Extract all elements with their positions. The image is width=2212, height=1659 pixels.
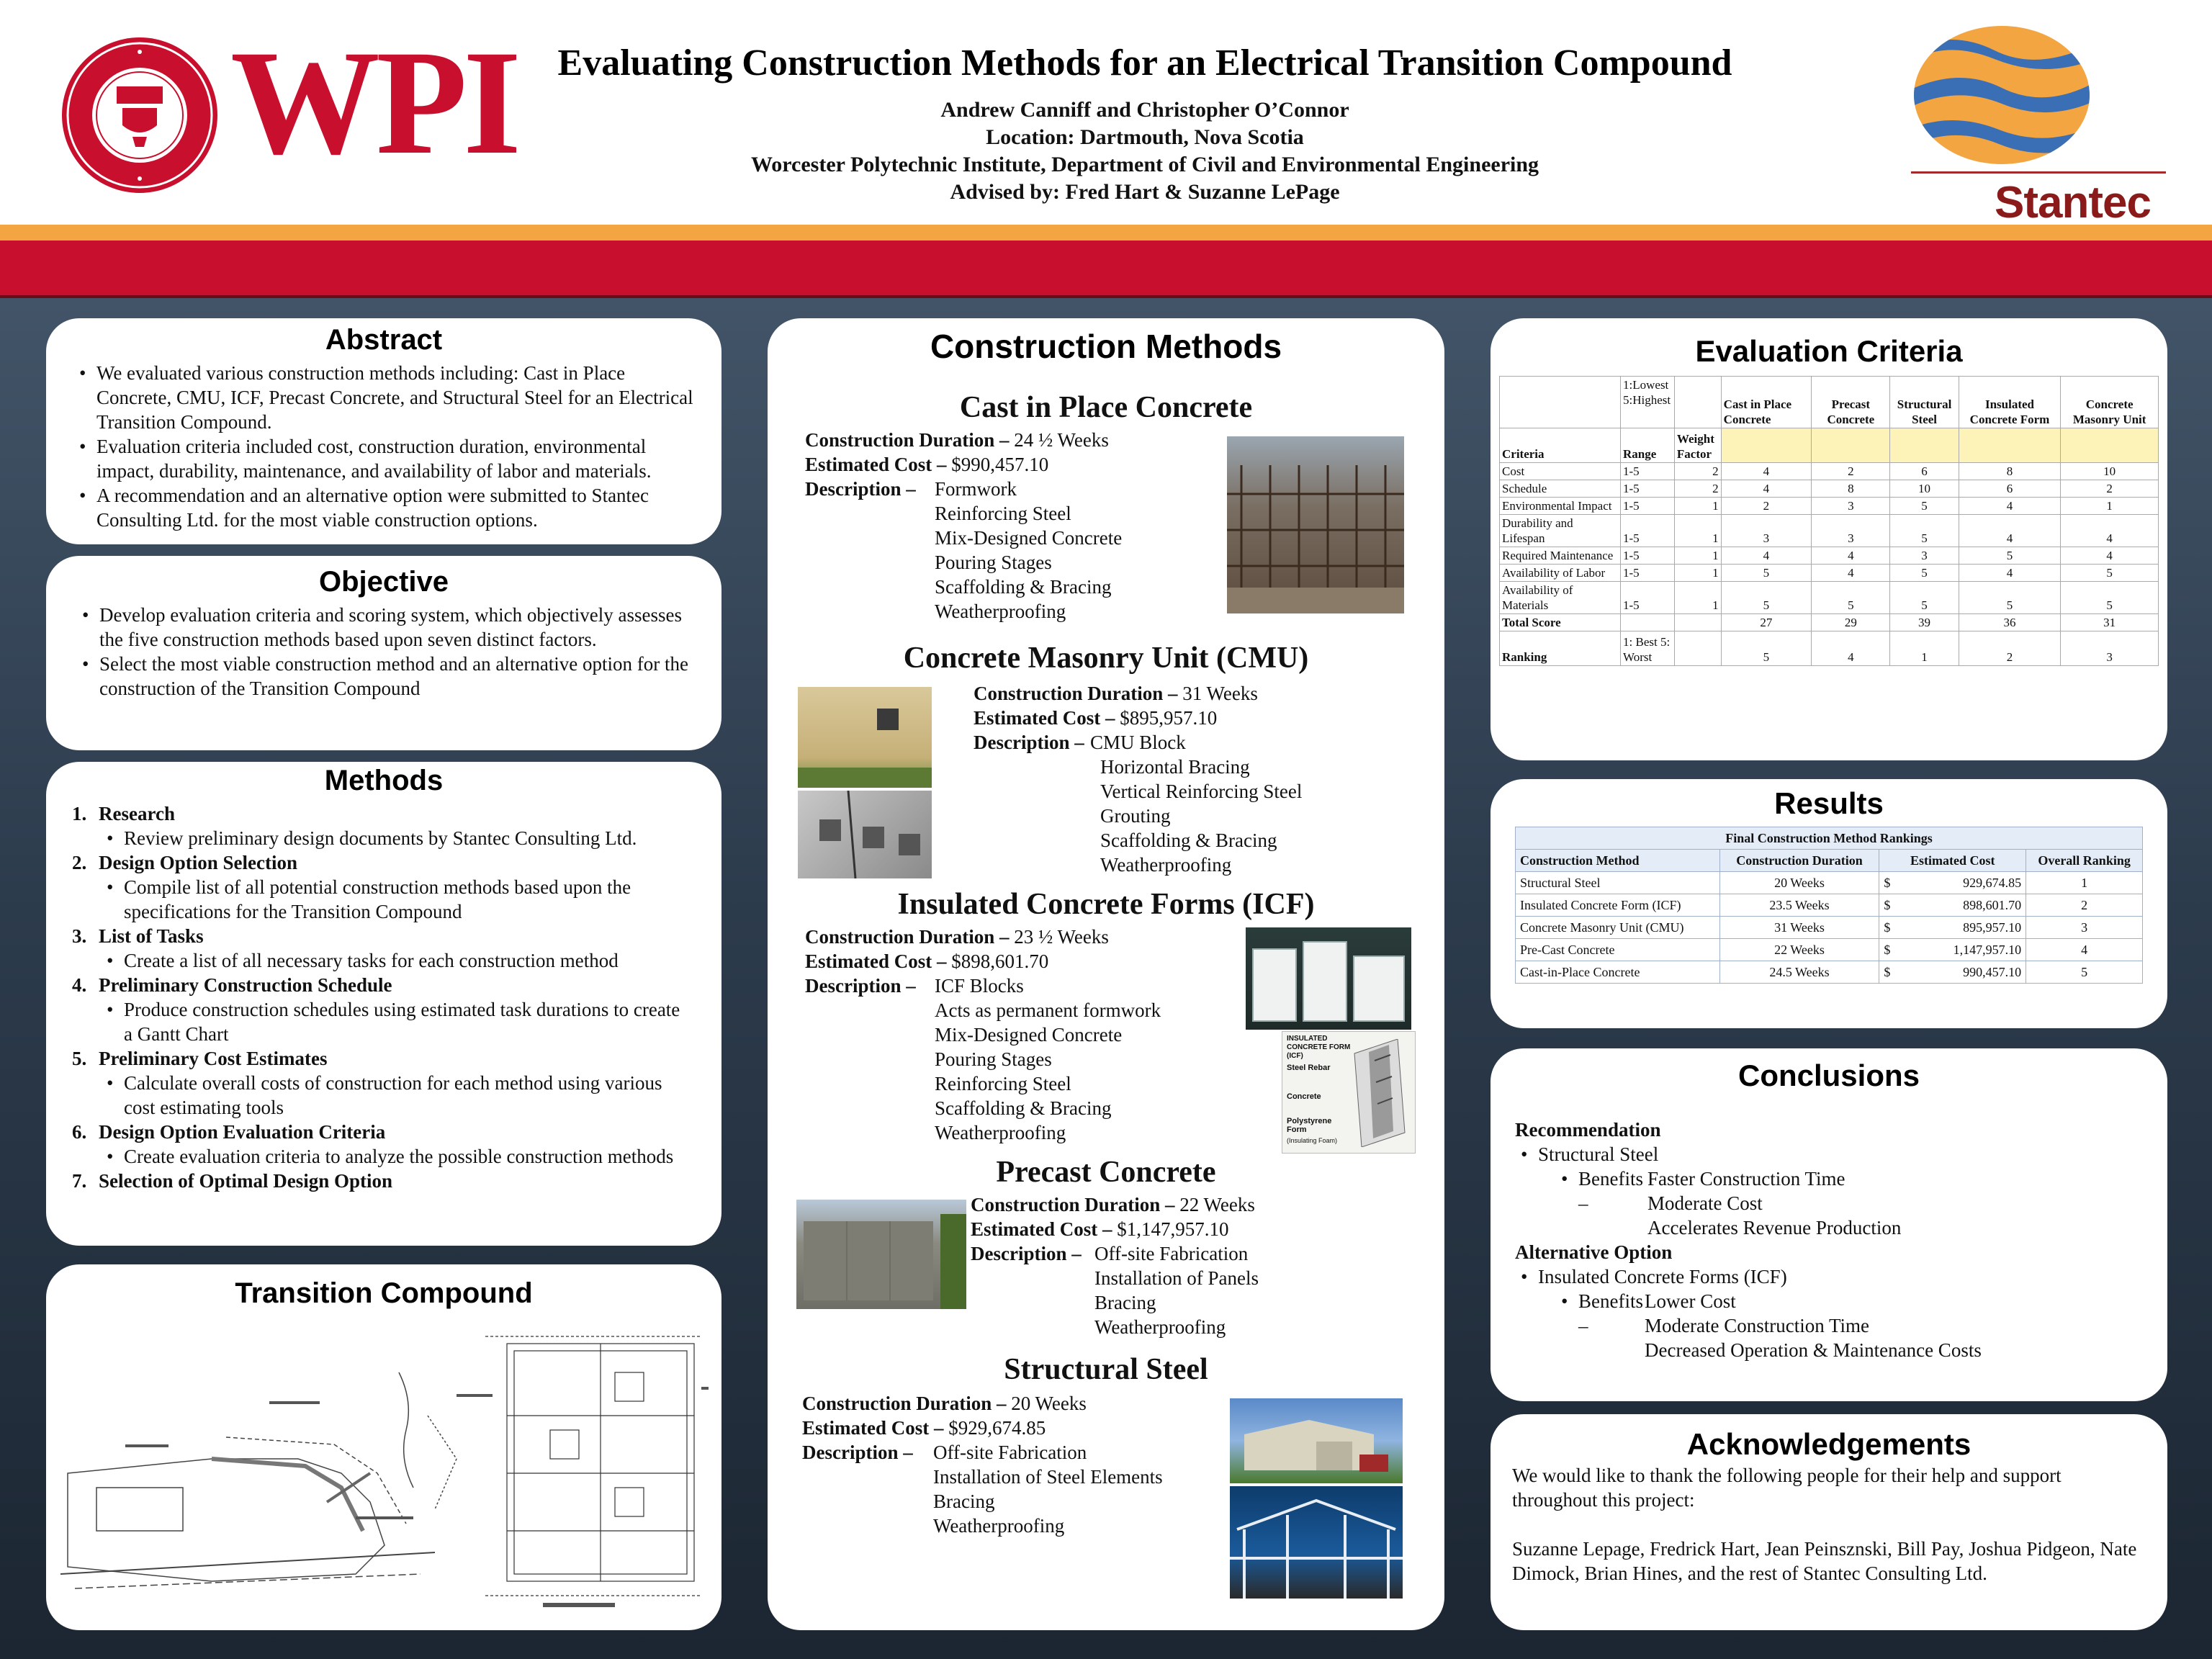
method-cost: $990,457.10 bbox=[951, 454, 1049, 475]
method-cost: $929,674.85 bbox=[948, 1417, 1046, 1439]
eval-method-header: Structural Steel bbox=[1890, 377, 1959, 428]
method-desc-item: Reinforcing Steel bbox=[935, 503, 1071, 524]
objective-item: • Develop evaluation criteria and scoring system, which objectively assesses the five construction methods based upon seven distinct factors. bbox=[76, 603, 697, 652]
authors: Andrew Canniff and Christopher O’Connor bbox=[940, 98, 1349, 122]
criteria-header: Criteria bbox=[1500, 428, 1621, 463]
method-step-title: Selection of Optimal Design Option bbox=[99, 1170, 393, 1192]
method-duration: 24 ½ Weeks bbox=[1014, 429, 1109, 451]
site-plan-drawing bbox=[53, 1329, 714, 1617]
method-duration: 22 Weeks bbox=[1179, 1194, 1255, 1215]
benefit-item: Accelerates Revenue Production bbox=[1647, 1217, 1902, 1238]
conclusions-title: Conclusions bbox=[1737, 1058, 1920, 1092]
objective-title: Objective bbox=[318, 566, 449, 598]
method-desc-item: Weatherproofing bbox=[933, 1515, 1065, 1537]
results-panel bbox=[1491, 779, 2167, 1028]
icf-label: Concrete bbox=[1287, 1092, 1321, 1101]
transition-title: Transition Compound bbox=[235, 1277, 533, 1309]
alternative-label: Alternative Option bbox=[1515, 1241, 1673, 1263]
methods-title: Methods bbox=[324, 765, 444, 796]
results-row: Structural Steel 20 Weeks $ 929,674.85 1 bbox=[1516, 872, 2143, 894]
icf-blocks-photo bbox=[1246, 927, 1411, 1030]
range-note: 1:Lowest 5:Highest bbox=[1621, 377, 1675, 428]
eval-method-header: Cast in Place Concrete bbox=[1721, 377, 1812, 428]
method-step-title: Preliminary Construction Schedule bbox=[99, 974, 392, 996]
objective-item: • Select the most viable construction method and an alternative option for the construction of the Transition Compound bbox=[76, 652, 697, 701]
poster-title: Evaluating Construction Methods for an Electrical Transition Compound bbox=[557, 42, 1732, 84]
results-header-row: Construction Method Construction Duration Estimated Cost Overall Ranking bbox=[1516, 850, 2143, 872]
cmu-block-photo bbox=[798, 791, 932, 878]
steel-building-photo bbox=[1230, 1398, 1403, 1483]
abstract-panel bbox=[46, 318, 721, 544]
method-duration: 23 ½ Weeks bbox=[1014, 926, 1109, 948]
eval-row: Availability of Materials 1-5 1 5 5 5 5 5 bbox=[1500, 582, 2159, 614]
cmu-building-photo bbox=[798, 687, 932, 788]
conclusions-body: Recommendation • Structural Steel • Benefits – Faster Construction Time Moderate Cost Accelerates Revenue Production Alternative Option • Insulated Concrete Forms (ICF) • Benefits – Lower Cost Moderate Construction Time Decreased Operation & Maintenance Costs bbox=[1515, 1118, 1982, 1362]
eval-subheader-row bbox=[1500, 428, 2159, 463]
method-desc-item: Scaffolding & Bracing bbox=[935, 576, 1112, 598]
objective-list bbox=[76, 603, 697, 701]
method-desc-item: Installation of Panels bbox=[1094, 1267, 1259, 1289]
weight-header: Weight Factor bbox=[1674, 428, 1721, 463]
acknowledgements-intro: We would like to thank the following people for their help and support throughout this project: bbox=[1512, 1465, 2062, 1511]
method-cost: $1,147,957.10 bbox=[1117, 1218, 1229, 1240]
method-desc-item: Bracing bbox=[933, 1491, 995, 1512]
location: Location: Dartmouth, Nova Scotia bbox=[986, 125, 1304, 149]
method-cost: $898,601.70 bbox=[951, 950, 1049, 972]
icf-diagram bbox=[1282, 1031, 1416, 1154]
cmu-info: Construction Duration – 31 Weeks Estimated Cost – $895,957.10 Description – CMU Block Horizontal Bracing Vertical Reinforcing Steel Grouting Scaffolding & Bracing Weatherproofing bbox=[974, 683, 1303, 876]
eval-header-row bbox=[1500, 377, 2159, 428]
evaluation-panel bbox=[1491, 318, 2167, 760]
conclusions-panel bbox=[1491, 1048, 2167, 1401]
benefit-item: Decreased Operation & Maintenance Costs bbox=[1645, 1339, 1982, 1361]
red-band bbox=[0, 240, 2212, 295]
acknowledgements-panel bbox=[1491, 1414, 2167, 1630]
method-desc-item: ICF Blocks bbox=[935, 975, 1024, 997]
method-step-title: Design Option Selection bbox=[99, 852, 298, 873]
method-desc-item: Installation of Steel Elements bbox=[933, 1466, 1163, 1488]
abstract-list bbox=[73, 361, 696, 532]
eval-row: Environmental Impact 1-5 1 2 3 5 4 1 bbox=[1500, 498, 2159, 515]
wpi-logo: WPI bbox=[230, 19, 517, 185]
method-desc-item: Off-site Fabrication bbox=[933, 1442, 1087, 1463]
abstract-title: Abstract bbox=[325, 324, 443, 356]
cast-in-place-photo bbox=[1227, 436, 1404, 613]
benefit-item: Lower Cost bbox=[1645, 1290, 1736, 1312]
results-table bbox=[1515, 827, 2143, 984]
abstract-item: • We evaluated various construction methods including: Cast in Place Concrete, CMU, ICF, Precast Concrete, and Structural Steel for an Electrical Transition Compound. bbox=[73, 361, 696, 434]
eval-row: Cost 1-5 2 4 2 6 8 10 bbox=[1500, 463, 2159, 480]
stantec-logo: Stantec bbox=[1995, 178, 2151, 228]
eval-row: Durability and Lifespan 1-5 1 3 3 5 4 4 bbox=[1500, 515, 2159, 547]
icf-diagram-title: INSULATED CONCRETE FORM (ICF) bbox=[1287, 1035, 1351, 1060]
method-desc-item: Weatherproofing bbox=[935, 601, 1066, 622]
results-row: Pre-Cast Concrete 22 Weeks $ 1,147,957.10 4 bbox=[1516, 939, 2143, 961]
benefit-item: Faster Construction Time bbox=[1647, 1168, 1845, 1190]
results-row: Concrete Masonry Unit (CMU) 31 Weeks $ 895,957.10 3 bbox=[1516, 917, 2143, 939]
steel-info: Construction Duration – 20 Weeks Estimated Cost – $929,674.85 Description – Off-site Fabrication Installation of Steel Elements Bracing Weatherproofing bbox=[802, 1393, 1163, 1537]
transition-panel bbox=[46, 1264, 721, 1630]
range-header: Range bbox=[1621, 428, 1675, 463]
method-desc-item: CMU Block bbox=[1090, 732, 1186, 753]
method-desc-item: Reinforcing Steel bbox=[935, 1073, 1071, 1094]
advisors: Advised by: Fred Hart & Suzanne LePage bbox=[950, 180, 1340, 204]
method-desc-item: Pouring Stages bbox=[935, 552, 1052, 573]
recommendation-label: Recommendation bbox=[1515, 1119, 1661, 1141]
method-name: Cast in Place Concrete bbox=[959, 391, 1253, 424]
method-desc-item: Mix-Designed Concrete bbox=[935, 1024, 1123, 1046]
method-step-title: List of Tasks bbox=[99, 925, 204, 947]
method-desc-item: Mix-Designed Concrete bbox=[935, 527, 1123, 549]
eval-row: Required Maintenance 1-5 1 4 4 3 5 4 bbox=[1500, 547, 2159, 565]
methods-panel bbox=[46, 762, 721, 1246]
method-desc-item: Weatherproofing bbox=[1100, 854, 1232, 876]
method-name: Structural Steel bbox=[1004, 1353, 1208, 1386]
method-step-detail: • Review preliminary design documents by Stantec Consulting Ltd. bbox=[101, 826, 693, 850]
steel-frame-photo bbox=[1230, 1486, 1403, 1599]
evaluation-table bbox=[1499, 376, 2159, 666]
recommended-method: • Structural Steel bbox=[1515, 1142, 1982, 1166]
eval-method-header: Insulated Concrete Form bbox=[1959, 377, 2061, 428]
results-row: Cast-in-Place Concrete 24.5 Weeks $ 990,457.10 5 bbox=[1516, 961, 2143, 984]
method-desc-item: Vertical Reinforcing Steel bbox=[1100, 781, 1303, 802]
methods-list: 1. Research • Review preliminary design documents by Stantec Consulting Ltd. 2. Design Option Selection • Compile list of all potential construction methods based upon the specifications for the Transition Compound 3. List of Tasks • Create a list of all necessary tasks for each construction method 4. Preliminary Construction Schedule • Produce construction schedules using estimated task durations to create a Gantt Chart 5. Preliminary Cost Estimates • Calculate overall costs of construction for each method using various cost estimating tools 6. Design Option Evaluation Criteria • Create evaluation criteria to analyze the possible construction methods 7. Selection of Optimal Design Option bbox=[72, 801, 693, 1193]
cast-in-place-info: Construction Duration – 24 ½ Weeks Estimated Cost – $990,457.10 Description – Formwork Reinforcing Steel Mix-Designed Concrete Pouring Stages Scaffolding & Bracing Weatherproofing bbox=[805, 429, 1123, 622]
method-desc-item: Acts as permanent formwork bbox=[935, 999, 1161, 1021]
eval-method-header: Concrete Masonry Unit bbox=[2061, 377, 2159, 428]
method-step-detail: • Calculate overall costs of construction for each method using various cost estimating tools bbox=[101, 1071, 693, 1120]
orange-stripe bbox=[0, 225, 2212, 240]
method-desc-item: Grouting bbox=[1100, 805, 1171, 827]
method-cost: $895,957.10 bbox=[1120, 707, 1218, 729]
method-step-detail: • Create evaluation criteria to analyze the possible construction methods bbox=[101, 1144, 693, 1169]
icf-note: (Insulating Foam) bbox=[1287, 1137, 1338, 1144]
method-desc-item: Off-site Fabrication bbox=[1094, 1243, 1249, 1264]
abstract-item: • A recommendation and an alternative option were submitted to Stantec Consulting Ltd. for the most viable construction options. bbox=[73, 483, 696, 532]
construction-panel bbox=[768, 318, 1444, 1630]
dark-divider bbox=[0, 295, 2212, 298]
eval-method-header: Precast Concrete bbox=[1812, 377, 1890, 428]
eval-row: Schedule 1-5 2 4 8 10 6 2 bbox=[1500, 480, 2159, 498]
benefit-item: Moderate Construction Time bbox=[1645, 1315, 1869, 1336]
method-step-detail: • Produce construction schedules using estimated task durations to create a Gantt Chart bbox=[101, 997, 693, 1046]
method-desc-item: Horizontal Bracing bbox=[1100, 756, 1250, 778]
icf-label: Polystyrene Form bbox=[1287, 1117, 1332, 1134]
method-step-detail: • Create a list of all necessary tasks for each construction method bbox=[101, 948, 693, 973]
abstract-item: • Evaluation criteria included cost, construction duration, environmental impact, durability, maintenance, and availability of labor and materials. bbox=[73, 434, 696, 483]
objective-panel bbox=[46, 556, 721, 750]
results-table-title: Final Construction Method Rankings bbox=[1516, 827, 2143, 850]
wpi-seal-icon bbox=[60, 36, 219, 194]
evaluation-title: Evaluation Criteria bbox=[1695, 334, 1963, 368]
stantec-rule bbox=[1911, 171, 2166, 174]
acknowledgements-names: Suzanne Lepage, Fredrick Hart, Jean Peinsznski, Bill Pay, Joshua Pidgeon, Nate Dimock, Brian Hines, and the rest of Stantec Consulting Ltd. bbox=[1512, 1538, 2137, 1584]
precast-info: Construction Duration – 22 Weeks Estimated Cost – $1,147,957.10 Description – Off-site Fabrication Installation of Panels Bracing Weatherproofing bbox=[971, 1194, 1259, 1338]
alternative-method: • Insulated Concrete Forms (ICF) bbox=[1515, 1264, 1982, 1289]
precast-photo bbox=[796, 1200, 966, 1309]
method-desc-item: Weatherproofing bbox=[935, 1122, 1066, 1143]
method-duration: 31 Weeks bbox=[1182, 683, 1258, 704]
method-desc-item: Pouring Stages bbox=[935, 1048, 1052, 1070]
method-step-title: Design Option Evaluation Criteria bbox=[99, 1121, 386, 1143]
method-duration: 20 Weeks bbox=[1011, 1393, 1087, 1414]
results-title: Results bbox=[1774, 786, 1884, 820]
method-step-detail: • Compile list of all potential construction methods based upon the specifications for the Transition Compound bbox=[101, 875, 693, 924]
method-desc-item: Bracing bbox=[1094, 1292, 1156, 1313]
method-step-title: Research bbox=[99, 803, 175, 824]
method-desc-item: Scaffolding & Bracing bbox=[1100, 830, 1277, 851]
ranking-row: Ranking 1: Best 5: Worst 5 4 1 2 3 bbox=[1500, 631, 2159, 666]
construction-title: Construction Methods bbox=[930, 328, 1282, 365]
method-desc-item: Scaffolding & Bracing bbox=[935, 1097, 1112, 1119]
icf-label: Steel Rebar bbox=[1287, 1064, 1331, 1072]
results-row: Insulated Concrete Form (ICF) 23.5 Weeks $ 898,601.70 2 bbox=[1516, 894, 2143, 917]
method-desc-item: Weatherproofing bbox=[1094, 1316, 1226, 1338]
institution: Worcester Polytechnic Institute, Department of Civil and Environmental Engineering bbox=[750, 153, 1539, 176]
method-desc-item: Formwork bbox=[935, 478, 1017, 500]
method-step-title: Preliminary Cost Estimates bbox=[99, 1048, 328, 1069]
method-name: Concrete Masonry Unit (CMU) bbox=[903, 642, 1309, 675]
icf-info: Construction Duration – 23 ½ Weeks Estimated Cost – $898,601.70 Description – ICF Blocks Acts as permanent formwork Mix-Designed Concrete Pouring Stages Reinforcing Steel Scaffolding & Bracing Weatherproofing bbox=[805, 926, 1161, 1143]
eval-row: Availability of Labor 1-5 1 5 4 5 4 5 bbox=[1500, 565, 2159, 582]
stantec-globe-icon bbox=[1908, 22, 2095, 166]
method-name: Insulated Concrete Forms (ICF) bbox=[897, 888, 1315, 921]
total-row: Total Score 27 29 39 36 31 bbox=[1500, 614, 2159, 631]
benefit-item: Moderate Cost bbox=[1647, 1192, 1763, 1214]
method-name: Precast Concrete bbox=[996, 1156, 1216, 1189]
acknowledgements-title: Acknowledgements bbox=[1686, 1427, 1972, 1461]
